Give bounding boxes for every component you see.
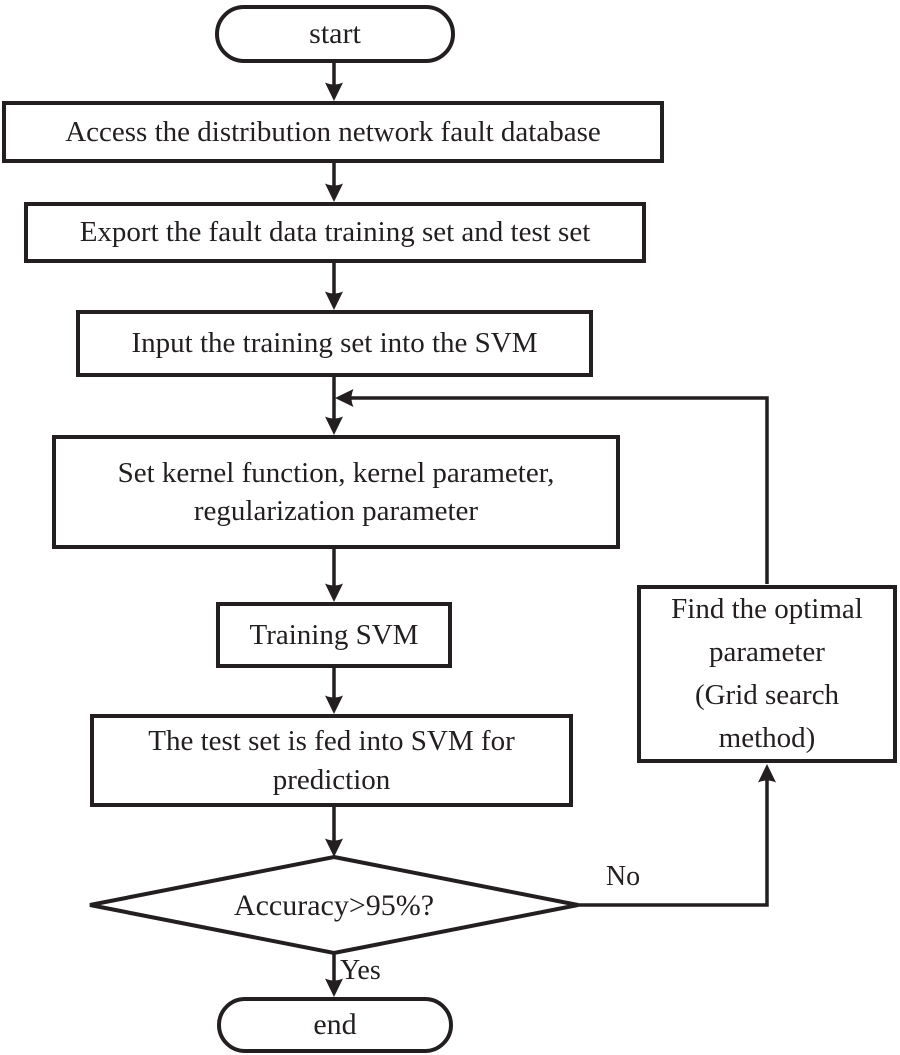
arrowhead-feedback-junction (335, 389, 354, 407)
node-access-database-label: Access the distribution network fault database (65, 115, 601, 148)
node-end (217, 997, 453, 1053)
arrowhead-input (325, 292, 343, 311)
arrowhead-access (325, 83, 343, 102)
node-accuracy-check-label (154, 884, 514, 928)
node-start (215, 5, 455, 63)
edge-label-no: No (605, 861, 641, 892)
node-find-optimal-line1: Find the optimal (671, 593, 863, 626)
arrowhead-find-optimal (758, 764, 776, 783)
decision-text: Accuracy>95%? (233, 889, 435, 922)
node-export-data (24, 202, 646, 263)
arrowhead-test (325, 696, 343, 715)
node-input-training-label: Input the training set into the SVM (131, 327, 538, 360)
node-find-optimal-line2: parameter (709, 636, 825, 669)
node-end-label: end (313, 1008, 357, 1042)
node-start-label: start (309, 17, 361, 51)
node-find-optimal-line4: method) (718, 721, 816, 754)
edge-label-yes: Yes (340, 955, 381, 986)
node-training-svm (216, 602, 452, 668)
arrowhead-decision (325, 839, 343, 858)
node-test-prediction-line2: prediction (272, 763, 391, 796)
node-training-svm-label: Training SVM (249, 618, 419, 651)
node-set-parameters (52, 435, 620, 549)
node-set-parameters-line1: Set kernel function, kernel parameter, (117, 456, 555, 489)
node-access-database (2, 101, 664, 163)
arrowhead-training (325, 584, 343, 603)
node-find-optimal-line3: (Grid search (694, 679, 840, 711)
node-set-parameters-line2: regularization parameter (193, 495, 479, 527)
node-find-optimal (637, 585, 897, 763)
node-input-training (76, 310, 593, 377)
arrowhead-export (325, 184, 343, 203)
node-export-data-label: Export the fault data training set and test set (79, 216, 591, 249)
arrowhead-setparams (325, 417, 343, 436)
node-test-prediction-line1: The test set is fed into SVM for (148, 725, 515, 758)
node-test-prediction (90, 714, 573, 807)
